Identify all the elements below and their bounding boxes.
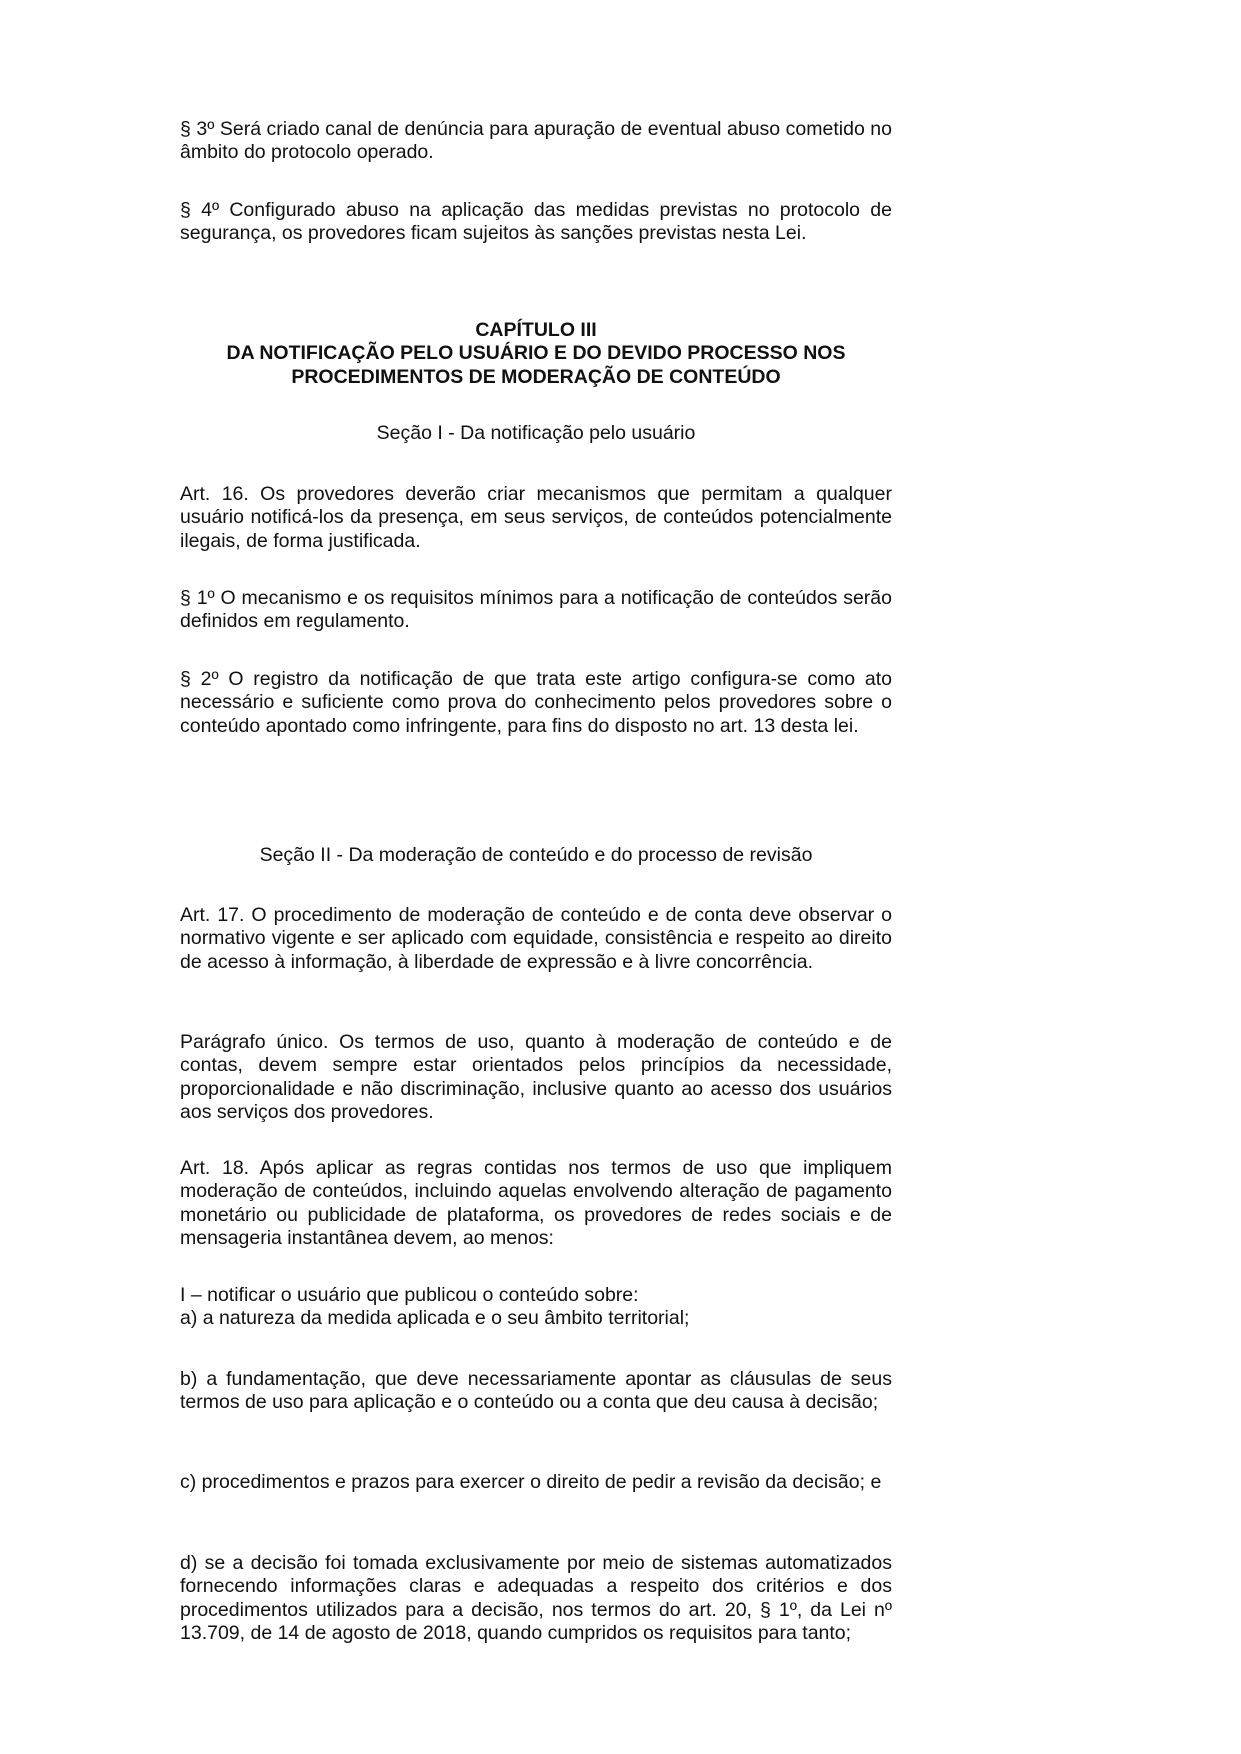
article-16-paragraph-2: § 2º O registro da notificação de que trata este artigo configura-se como ato necessário e suficiente como prova do conhecimento pelos provedores sobre o conteúdo apontado como infringente, para fins do disposto no art. 13 desta lei.	[180, 668, 892, 737]
item-d: d) se a decisão foi tomada exclusivamente por meio de sistemas automatizados fornecendo informações claras e adequadas a respeito dos critérios e dos procedimentos utilizados para a decisão, nos termos do art. 20, § 1º, da Lei nº 13.709, de 14 de agosto de 2018, quando cumpridos os requisitos para tanto;	[180, 1552, 892, 1645]
chapter-subtitle-line-1: DA NOTIFICAÇÃO PELO USUÁRIO E DO DEVIDO PROCESSO NOS	[226, 342, 846, 365]
article-16-paragraph-1: § 1º O mecanismo e os requisitos mínimos para a notificação de conteúdos serão definidos em regulamento.	[180, 587, 892, 633]
article-17-single-paragraph: Parágrafo único. Os termos de uso, quanto à moderação de conteúdo e de contas, devem sempre estar orientados pelos princípios da necessidade, proporcionalidade e não discriminação, inclusive quanto ao acesso dos usuários aos serviços dos provedores.	[180, 1031, 892, 1124]
chapter-heading	[180, 319, 892, 389]
chapter-title: CAPÍTULO III	[475, 319, 597, 341]
chapter-subtitle-line-2: PROCEDIMENTOS DE MODERAÇÃO DE CONTEÚDO	[291, 365, 781, 388]
article-17: Art. 17. O procedimento de moderação de conteúdo e de conta deve observar o normativo vigente e ser aplicado com equidade, consistência e respeito ao direito de acesso à informação, à liberdade de expressão e à livre concorrência.	[180, 904, 892, 973]
paragraph-3: § 3º Será criado canal de denúncia para apuração de eventual abuso cometido no âmbito do protocolo operado.	[180, 118, 892, 164]
item-a: a) a natureza da medida aplicada e o seu âmbito territorial;	[180, 1307, 690, 1329]
paragraph-4: § 4º Configurado abuso na aplicação das medidas previstas no protocolo de segurança, os provedores ficam sujeitos às sanções previstas nesta Lei.	[180, 199, 892, 245]
article-16: Art. 16. Os provedores deverão criar mecanismos que permitam a qualquer usuário notificá-los da presença, em seus serviços, de conteúdos potencialmente ilegais, de forma justificada.	[180, 483, 892, 552]
section-1-title: Seção I - Da notificação pelo usuário	[376, 422, 696, 444]
item-1: I – notificar o usuário que publicou o conteúdo sobre:	[180, 1284, 639, 1306]
item-b: b) a fundamentação, que deve necessariamente apontar as cláusulas de seus termos de uso para aplicação e o conteúdo ou a conta que deu causa à decisão;	[180, 1368, 892, 1414]
section-2-title: Seção II - Da moderação de conteúdo e do processo de revisão	[259, 844, 813, 866]
article-18: Art. 18. Após aplicar as regras contidas nos termos de uso que impliquem moderação de conteúdos, incluindo aquelas envolvendo alteração de pagamento monetário ou publicidade de plataforma, os provedores de redes sociais e de mensageria instantânea devem, ao menos:	[180, 1157, 892, 1250]
item-c: c) procedimentos e prazos para exercer o direito de pedir a revisão da decisão; e	[180, 1471, 882, 1493]
